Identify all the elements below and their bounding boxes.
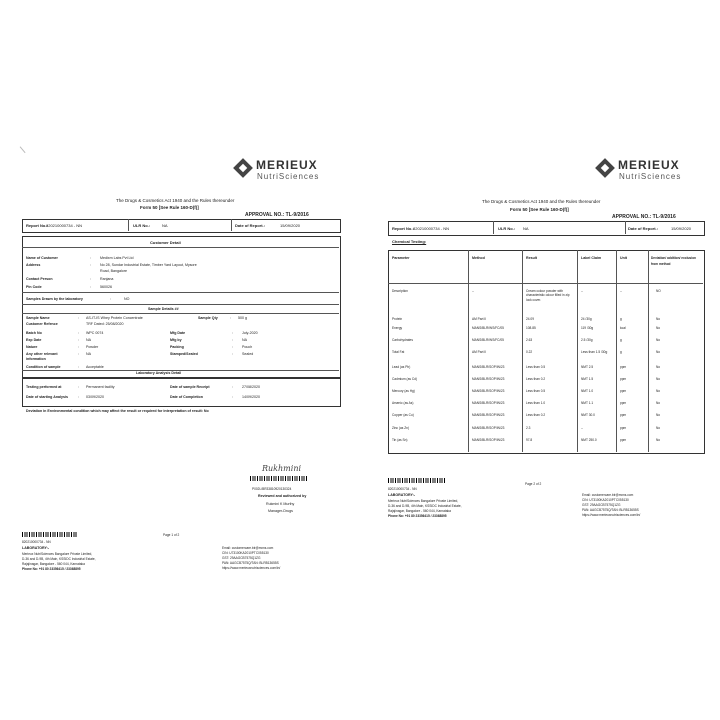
colon: : (232, 385, 233, 389)
table-cell-d: NO (656, 289, 661, 293)
footer-contact: Email: customercare.blr@mxns.com (582, 493, 634, 497)
table-cell-u: ppm (620, 377, 627, 381)
colon: : (90, 263, 91, 267)
colon: : (90, 277, 91, 281)
ulr-value: NA (162, 223, 168, 228)
ulr-label: ULR No.: (133, 223, 151, 228)
sample-label: Packing (170, 345, 184, 349)
sample-label: Mfg Date (170, 331, 186, 335)
sample-name-label: Sample Name (26, 316, 50, 320)
page-number: Page 1 of 2 (163, 533, 180, 537)
table-cell-d: No (656, 365, 661, 369)
footer-lab-title: LABORATORY:- (388, 493, 416, 497)
table-cell-m: MANS/BLR/WS/FC/05 (472, 338, 504, 342)
footer-contact: PAN: AAGCB7575Q/TAN: BLRB13655S (222, 561, 279, 565)
sample-label: Exp Date (26, 338, 42, 342)
footer-contact: Email: customercare.blr@mxns.com (222, 546, 274, 550)
customer-label: Contact Person (26, 277, 53, 281)
table-cell-c: NMT 1.5 (581, 377, 594, 381)
sample-label: Stamped/Sealed (170, 352, 198, 356)
col-divider (522, 250, 523, 452)
table-cell-u: ppm (620, 438, 627, 442)
lab-section-title: Laboratory Analysis Detail (136, 371, 182, 375)
form-heading: Form 50 [See Rule 160-D(f)] (510, 207, 569, 212)
brand-subtitle: NutriSciences (619, 172, 682, 181)
barcode (388, 478, 446, 483)
sample-value: NA (86, 338, 91, 342)
column-header: Parameter (392, 256, 410, 260)
table-cell-p: Protein (392, 317, 403, 321)
table-cell-p: Carbohydrates (392, 338, 413, 342)
sample-label: Batch No (26, 331, 42, 335)
scan-mark (20, 135, 40, 153)
customer-ref-label: Customer Refence (26, 322, 58, 326)
footer-contact: https://www.merieuxnutrisciences.com/in/ (582, 513, 641, 517)
table-cell-r: Less than 0.5 (526, 389, 546, 393)
divider (22, 247, 339, 248)
deviation-note: Deviation in Environmental condition which may affect the result or required for interpretation of result: No (26, 409, 209, 413)
footer-lab-title: LABORATORY:- (22, 546, 50, 550)
table-cell-r: 108.85 (526, 326, 536, 330)
table-cell-m: -- (472, 289, 475, 293)
colon: : (90, 285, 91, 289)
footer-contact: GST: 29AAGCB7575Q1ZG (582, 503, 621, 507)
report-no-label: Report No.: (26, 223, 48, 228)
brand-name: MERIEUX (256, 158, 318, 172)
table-cell-m: AM Part II (472, 317, 487, 321)
table-cell-c: NMT 1.0 (581, 389, 594, 393)
table-cell-r: 97.8 (526, 438, 533, 442)
authorizer-title: Manager-Drugs (268, 509, 293, 513)
table-cell-m: AM Part II (472, 350, 487, 354)
colon: : (78, 338, 79, 342)
colon: : (78, 395, 79, 399)
customer-label: Pin Code (26, 285, 42, 289)
table-cell-u: ppm (620, 401, 627, 405)
colon: : (232, 345, 233, 349)
table-cell-r: 24.09 (526, 317, 534, 321)
sample-value: NA (242, 338, 247, 342)
act-heading: The Drugs & Cosmetics Act 1940 and the Rules thereunder (482, 199, 601, 204)
authorized-line: Reviewed and authorized by (258, 494, 307, 498)
footer-lab-line: D-36 and D-9B, 4th Main, KSSIDC Industrial Estate, (22, 557, 96, 561)
table-cell-r: Less than 0.2 (526, 377, 546, 381)
table-cell-c: NMT 30.0 (581, 413, 595, 417)
table-cell-p: Energy (392, 326, 403, 330)
approval-number: APPROVAL NO.: TL-9/2016 (612, 214, 676, 220)
column-header: Deviation/ addition/ exclusion from method (651, 256, 696, 266)
sample-value: July-2020 (242, 331, 258, 335)
colon: : (78, 385, 79, 389)
column-header: Unit (620, 256, 627, 260)
customer-value: Road, Bangalore (100, 269, 127, 273)
act-heading: The Drugs & Cosmetics Act 1940 and the Rules thereunder (116, 198, 235, 203)
signature-code: P002L/BR33810920130324 (252, 487, 292, 491)
table-cell-p: Arsenic (as As) (392, 401, 414, 405)
table-cell-u: kcal (620, 326, 626, 330)
sample-section-title: Sample Details ## (148, 307, 179, 311)
footer-contact: https://www.merieuxnutrisciences.com/in/ (222, 566, 281, 570)
table-cell-p: Mercury (as Hg) (392, 389, 415, 393)
col-divider (468, 250, 469, 452)
footer-lab-line: D-36 and D-9B, 4th Main, KSSIDC Industrial Estate, (388, 504, 462, 508)
column-header: Result (526, 256, 537, 260)
table-cell-d: No (656, 338, 661, 342)
performed-value: Permanent facility (86, 385, 115, 389)
table-cell-r: Cream colour powder with characteristic odour filled in zip lock cover. (526, 289, 570, 302)
report-no-value: 820210000734 - NN (413, 226, 450, 231)
condition-value: Acceptable (86, 365, 104, 369)
footer-ref: 820210000734 - NN (388, 487, 417, 491)
colon: : (78, 352, 79, 356)
table-cell-c: 119 /30g (581, 326, 594, 330)
table-cell-m: MANS/BLR/SOP/IN/23 (472, 413, 505, 417)
ulr-value: NA (523, 226, 529, 231)
table-cell-d: No (656, 377, 661, 381)
col-divider (577, 250, 578, 452)
table-cell-r: Less than 1.0 (526, 401, 546, 405)
colon: : (230, 316, 231, 320)
table-cell-p: Zinc (as Zn) (392, 426, 410, 430)
page-number: Page 2 of 2 (525, 482, 542, 486)
report-date-value: 15/09/2020 (671, 226, 692, 231)
divider (22, 304, 339, 305)
sample-qty-label: Sample Qty (198, 316, 218, 320)
sample-value: NA (86, 352, 91, 356)
table-cell-d: No (656, 350, 661, 354)
approval-number: APPROVAL NO.: TL-9/2016 (245, 212, 309, 218)
footer-lab-line: Merieux NutriSciences Bangalore Private Limited, (388, 499, 459, 503)
footer-contact: GST: 29AAGCB7575Q1ZG (222, 556, 261, 560)
brand-name: MERIEUX (618, 158, 680, 172)
table-cell-d: No (656, 389, 661, 393)
col-divider (616, 250, 617, 452)
customer-ref-value: TRF Dated: 25/08/2020 (86, 322, 124, 326)
table-cell-d: No (656, 326, 661, 330)
table-cell-c: NMT 2.5 (581, 365, 594, 369)
customer-value: 560026 (100, 285, 112, 289)
sample-value: Powder (86, 345, 99, 349)
table-cell-c: Less than 1.5 /30g (581, 350, 608, 354)
customer-value: Ranjana (100, 277, 114, 281)
sample-label: Any other relevant (26, 352, 58, 356)
table-cell-c: -- (581, 289, 584, 293)
divider (22, 292, 339, 293)
sample-value: Sealed (242, 352, 254, 356)
table-cell-p: Description (392, 289, 408, 293)
colon: : (110, 297, 111, 301)
completion-label: Date of Completion (170, 395, 203, 399)
table-cell-u: g (620, 350, 622, 354)
table-cell-d: No (656, 413, 661, 417)
receipt-value: 27/08/2020 (242, 385, 260, 389)
sample-qty-value: 500 g (238, 316, 247, 320)
table-cell-d: No (656, 426, 661, 430)
footer-lab-line: Phone No: +91 80 23356415 / 23368895 (388, 514, 447, 518)
report-no-label: Report No.: (392, 226, 414, 231)
barcode (250, 476, 308, 481)
divider (493, 221, 494, 234)
sample-value: WPC 0074 (86, 331, 104, 335)
table-cell-r: Less than 0.5 (526, 365, 546, 369)
sample-name-value: AS-IT-IS Whey Protein Concentrate (86, 316, 143, 320)
divider (128, 219, 129, 231)
footer-lab-line: Phone No: +91 80 23356415 / 23368895 (22, 567, 81, 571)
column-header: Label Claim (581, 256, 602, 260)
col-divider (648, 250, 649, 452)
table-cell-u: ppm (620, 389, 627, 393)
table-cell-u: ppm (620, 365, 627, 369)
colon: : (78, 365, 79, 369)
table-cell-p: Lead (as Pb) (392, 365, 411, 369)
table-cell-u: ppm (620, 413, 627, 417)
report-date-label: Date of Report.: (628, 226, 658, 231)
start-value: 03/09/2020 (86, 395, 104, 399)
footer-lab-line: Merieux NutriSciences Bangalore Private Limited, (22, 552, 93, 556)
table-cell-m: MANS/BLR/SOP/IN/23 (472, 377, 505, 381)
colon: : (90, 256, 91, 260)
footer-contact: CIN: U73100KA2010PTC055130 (222, 551, 269, 555)
table-cell-d: No (656, 317, 661, 321)
table-cell-d: No (656, 438, 661, 442)
customer-value: No 28, Sundar Industrial Estate, Timber Yard Layout, Mysore (100, 263, 197, 267)
table-cell-p: Copper (as Cu) (392, 413, 414, 417)
table-cell-c: -- (581, 426, 584, 430)
table-cell-m: MANS/BLR/SOP/IN/23 (472, 401, 505, 405)
lab-details-box (22, 378, 341, 407)
receipt-label: Date of sample Receipt (170, 385, 210, 389)
column-header: Method (472, 256, 485, 260)
sample-label: Nature (26, 345, 38, 349)
table-cell-c: 2.5 /30g (581, 338, 593, 342)
table-cell-r: Less than 0.2 (526, 413, 546, 417)
table-cell-m: MANS/BLR/WS/FC/05 (472, 326, 504, 330)
table-cell-d: No (656, 401, 661, 405)
colon: : (232, 395, 233, 399)
header-divider (388, 283, 703, 284)
chemical-testing-title: Chemical Testing: (392, 239, 427, 244)
customer-label: Name of Customer (26, 256, 58, 260)
table-cell-p: Tin (as Sn) (392, 438, 408, 442)
completion-value: 14/09/2020 (242, 395, 260, 399)
table-cell-r: 0.22 (526, 350, 533, 354)
barcode (22, 532, 78, 537)
footer-contact: CIN: U73100KA2010PTC055130 (582, 498, 629, 502)
footer-ref: 820210000734 - NN (22, 540, 51, 544)
ulr-label: ULR No.: (498, 226, 516, 231)
table-cell-c: 24 /30g (581, 317, 592, 321)
sample-value: Pouch (242, 345, 253, 349)
form-heading: Form 50 [See Rule 160-D(f)] (140, 205, 199, 210)
brand-subtitle: NutriSciences (257, 172, 320, 181)
report-page-2 (360, 0, 720, 720)
signature: Rukhmini (262, 464, 302, 473)
colon: : (232, 352, 233, 356)
drawn-value: NO (124, 297, 130, 301)
info-label: information (26, 357, 46, 361)
table-cell-m: MANS/BLR/SOP/IN/23 (472, 365, 505, 369)
divider (22, 313, 339, 314)
colon: : (232, 331, 233, 335)
report-date-label: Date of Report.: (235, 223, 265, 228)
table-cell-m: MANS/BLR/SOP/IN/23 (472, 438, 505, 442)
table-cell-c: NMT 250.0 (581, 438, 597, 442)
sample-label: Mfg by (170, 338, 182, 342)
drawn-label: Samples Drawn by the laboratory (26, 297, 83, 301)
table-cell-u: g (620, 317, 622, 321)
colon: : (78, 345, 79, 349)
report-no-value: 820210000734 - NN (46, 223, 83, 228)
customer-value: Medixm Labs Pvt Ltd (100, 256, 134, 260)
table-cell-u: g (620, 338, 622, 342)
divider (231, 219, 232, 231)
authorizer-name: Rukmini K Murthy (266, 502, 295, 506)
start-label: Date of starting Analysis (26, 395, 69, 399)
colon: : (78, 316, 79, 320)
details-box (22, 236, 341, 378)
table-cell-p: Cadmium (as Cd) (392, 377, 417, 381)
footer-lab-line: Rajajinagar, Bangalore - 560 044, Karnataka (388, 509, 451, 513)
colon: : (78, 331, 79, 335)
table-cell-u: ppm (620, 426, 627, 430)
table-cell-r: 2.3 (526, 426, 531, 430)
table-cell-m: MANS/BLR/SOP/IN/23 (472, 389, 505, 393)
customer-section-title: Customer Detail (150, 240, 181, 245)
footer-lab-line: Rajajinagar, Bangalore - 560 044, Karnataka (22, 562, 85, 566)
report-date-value: 15/09/2020 (280, 223, 301, 228)
colon: : (232, 338, 233, 342)
table-cell-r: 2.63 (526, 338, 533, 342)
condition-label: Condition of sample (26, 365, 61, 369)
footer-contact: PAN: AAGCB7575Q/TAN: BLRB13655S (582, 508, 639, 512)
table-cell-u: -- (620, 289, 623, 293)
table-cell-p: Total Fat (392, 350, 405, 354)
table-cell-m: MANS/BLR/SOP/IN/23 (472, 426, 505, 430)
divider (625, 221, 626, 234)
table-cell-c: NMT 1.1 (581, 401, 594, 405)
customer-label: Address (26, 263, 41, 267)
performed-label: Testing performed at (26, 385, 62, 389)
